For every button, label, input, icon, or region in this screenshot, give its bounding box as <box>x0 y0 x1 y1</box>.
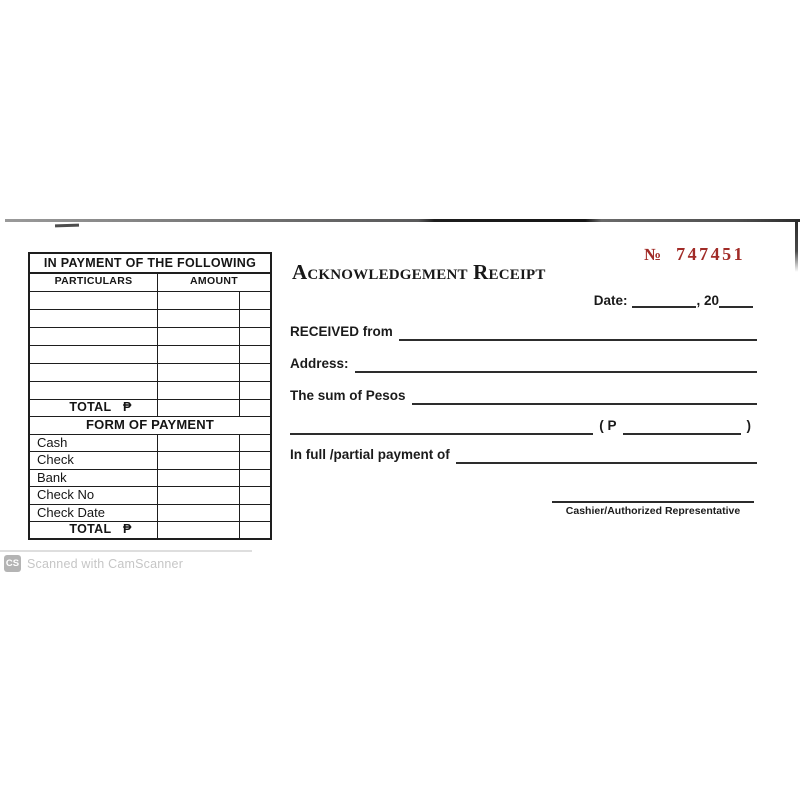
payment-table-title: IN PAYMENT OF THE FOLLOWING <box>30 254 270 274</box>
column-header-amount: AMOUNT <box>190 275 238 287</box>
address-blank <box>355 357 757 373</box>
receipt-number-value: 747451 <box>676 244 746 264</box>
centavos-cell <box>240 346 270 363</box>
date-line <box>594 292 753 308</box>
total-centavos-cell <box>240 522 270 538</box>
particulars-total-row <box>30 400 270 418</box>
amount-cell <box>158 470 240 486</box>
particulars-cell <box>30 328 158 345</box>
form-of-payment-row <box>30 452 270 469</box>
amount-cell <box>158 452 240 468</box>
peso-paren-open: ( P <box>599 418 617 433</box>
form-of-payment-header: FORM OF PAYMENT <box>30 417 270 435</box>
date-label: Date: <box>593 293 628 308</box>
table-row <box>30 328 270 346</box>
address-line <box>290 355 757 373</box>
form-of-payment-rows <box>30 435 270 522</box>
payment-method-label: Bank <box>30 470 158 486</box>
centavos-cell <box>240 292 270 309</box>
centavos-cell <box>240 328 270 345</box>
amount-cell <box>158 346 240 363</box>
form-of-payment-row <box>30 505 270 522</box>
total-centavos-cell <box>240 400 270 417</box>
payment-of-label: In full /partial payment of <box>290 447 450 462</box>
centavos-cell <box>240 505 270 521</box>
received-from-label: RECEIVED from <box>290 324 393 339</box>
total-amount-cell <box>158 400 240 417</box>
amount-cell <box>158 292 240 309</box>
camscanner-icon: CS <box>4 555 21 572</box>
sum-continuation-blank <box>290 419 593 435</box>
table-row <box>30 364 270 382</box>
sum-of-pesos-label: The sum of Pesos <box>290 388 406 403</box>
table-row <box>30 292 270 310</box>
date-year-prefix: , 20 <box>696 293 719 308</box>
address-label: Address: <box>290 356 349 371</box>
peso-paren-close: ) <box>746 418 751 433</box>
table-row <box>30 382 270 400</box>
camscanner-watermark <box>4 555 183 572</box>
centavos-cell <box>240 487 270 503</box>
total-label: TOTAL ₱ <box>30 522 158 538</box>
centavos-cell <box>240 470 270 486</box>
signature-line <box>552 494 754 503</box>
amount-cell <box>158 382 240 399</box>
numero-symbol: № <box>644 245 662 264</box>
payment-of-line <box>290 446 757 464</box>
payment-table-column-headers <box>30 274 270 292</box>
date-blank <box>632 292 696 308</box>
table-row <box>30 310 270 328</box>
particulars-cell <box>30 346 158 363</box>
payment-method-label: Check Date <box>30 505 158 521</box>
payment-of-blank <box>456 448 757 464</box>
form-of-payment-total-row <box>30 522 270 538</box>
amount-figures-line <box>290 417 757 435</box>
payment-method-label: Check <box>30 452 158 468</box>
centavos-cell <box>240 435 270 451</box>
year-blank <box>719 292 753 308</box>
form-of-payment-row <box>30 435 270 452</box>
scan-dash-artifact <box>55 224 79 227</box>
payment-table <box>28 252 272 540</box>
particulars-cell <box>30 382 158 399</box>
signature-block <box>552 494 754 517</box>
amount-cell <box>158 310 240 327</box>
amount-figures-blank <box>623 419 741 435</box>
centavos-cell <box>240 364 270 381</box>
camscanner-text: Scanned with CamScanner <box>27 556 184 571</box>
receipt-number <box>644 244 745 265</box>
amount-cell <box>158 364 240 381</box>
particulars-cell <box>30 292 158 309</box>
scan-top-edge <box>5 219 800 222</box>
amount-cell <box>158 435 240 451</box>
particulars-cell <box>30 310 158 327</box>
column-header-particulars: PARTICULARS <box>30 274 158 291</box>
form-of-payment-row <box>30 470 270 487</box>
form-of-payment-row <box>30 487 270 504</box>
amount-cell <box>158 487 240 503</box>
sum-of-pesos-line <box>290 387 757 405</box>
received-from-blank <box>399 325 757 341</box>
amount-cell <box>158 328 240 345</box>
particulars-cell <box>30 364 158 381</box>
table-row <box>30 346 270 364</box>
scan-right-edge <box>795 220 798 272</box>
payment-method-label: Cash <box>30 435 158 451</box>
centavos-cell <box>240 382 270 399</box>
scan-faint-line <box>0 550 252 552</box>
centavos-cell <box>240 452 270 468</box>
amount-cell <box>158 505 240 521</box>
total-label: TOTAL ₱ <box>30 400 158 417</box>
total-amount-cell <box>158 522 240 538</box>
received-from-line <box>290 323 757 341</box>
centavos-cell <box>240 310 270 327</box>
receipt-title: Acknowledgement Receipt <box>292 260 546 284</box>
particulars-empty-rows <box>30 292 270 400</box>
sum-of-pesos-blank <box>412 389 757 405</box>
signature-label: Cashier/Authorized Representative <box>565 505 741 517</box>
payment-method-label: Check No <box>30 487 158 503</box>
